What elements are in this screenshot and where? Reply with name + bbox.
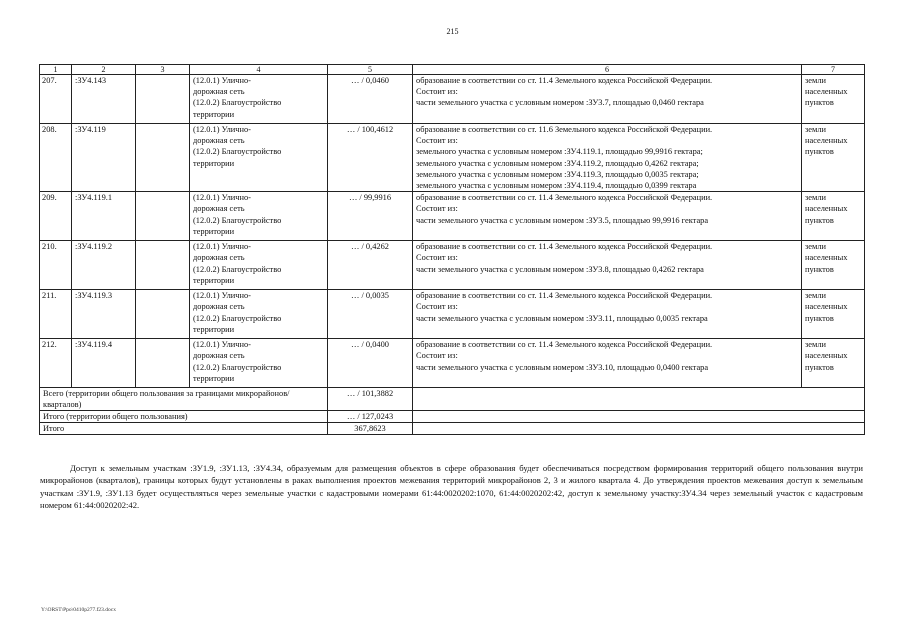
- land-category-cell: [802, 75, 865, 124]
- permitted-use-line: (12.0.1) Улично-: [193, 125, 251, 134]
- permitted-use-line: (12.0.2) Благоустройство: [193, 147, 282, 157]
- permitted-use-line: (12.0.2) Благоустройство: [193, 362, 282, 372]
- permitted-use-line: (12.0.1) Улично-: [193, 340, 251, 350]
- formation-method-cell: [413, 75, 802, 124]
- formation-method-line: образование в соответствии со ст. 11.6 Земельного кодекса Российской Федерации.: [416, 125, 713, 134]
- totals-label: Итого (территории общего пользования): [40, 411, 328, 423]
- land-category-line: земли: [805, 340, 826, 350]
- permitted-use-cell: [190, 192, 328, 241]
- permitted-use-line: дорожная сеть: [193, 302, 245, 312]
- table-row: [40, 241, 865, 290]
- formation-method-line: части земельного участка с условным номером :ЗУ3.8, площадью 0,4262 гектара: [416, 264, 704, 274]
- formation-method-line: образование в соответствии со ст. 11.4 Земельного кодекса Российской Федерации.: [416, 291, 713, 301]
- column-number: 5: [328, 65, 413, 75]
- land-category-line: населенных: [805, 253, 848, 263]
- land-category-line: пунктов: [805, 362, 834, 372]
- permitted-use-cell: [190, 124, 328, 192]
- row-number-cell: 212.: [40, 339, 72, 388]
- land-category-line: земли: [805, 291, 826, 301]
- permitted-use-cell: [190, 75, 328, 124]
- row-number-cell: 211.: [40, 290, 72, 339]
- column-number: 7: [802, 65, 865, 75]
- totals-label: Итого: [40, 423, 328, 435]
- table-row: [40, 75, 865, 124]
- column-3-cell: [136, 75, 190, 124]
- permitted-use-line: территории: [193, 158, 235, 168]
- column-3-cell: [136, 192, 190, 241]
- land-category-line: населенных: [805, 204, 848, 214]
- formation-method-line: части земельного участка с условным номером :ЗУ3.7, площадью 0,0460 гектара: [416, 98, 704, 108]
- plot-id-cell: :ЗУ4.119.3: [72, 290, 136, 339]
- column-3-cell: [136, 124, 190, 192]
- table-row: [40, 124, 865, 192]
- area-cell: … / 0,0035: [328, 290, 413, 339]
- permitted-use-line: территории: [193, 226, 235, 236]
- formation-method-line: земельного участка с условным номером :ЗУ4.119.3, площадью 0,0035 гектара;: [416, 169, 699, 179]
- row-number-cell: 208.: [40, 124, 72, 192]
- formation-method-line: образование в соответствии со ст. 11.4 Земельного кодекса Российской Федерации.: [416, 193, 713, 203]
- formation-method-line: Состоит из:: [416, 351, 458, 361]
- formation-method-line: земельного участка с условным номером :ЗУ4.119.2, площадью 0,4262 гектара;: [416, 158, 699, 168]
- row-number-cell: 207.: [40, 75, 72, 124]
- formation-method-cell: [413, 192, 802, 241]
- permitted-use-line: (12.0.2) Благоустройство: [193, 313, 282, 323]
- permitted-use-line: (12.0.2) Благоустройство: [193, 264, 282, 274]
- land-category-line: земли: [805, 125, 826, 134]
- permitted-use-line: территории: [193, 109, 235, 119]
- column-3-cell: [136, 290, 190, 339]
- permitted-use-line: дорожная сеть: [193, 87, 245, 97]
- land-category-line: пунктов: [805, 313, 834, 323]
- plot-id-cell: :ЗУ4.143: [72, 75, 136, 124]
- land-category-cell: [802, 192, 865, 241]
- totals-value: … / 101,3882: [328, 388, 413, 411]
- land-category-line: земли: [805, 193, 826, 203]
- totals-row: [40, 388, 865, 411]
- permitted-use-line: (12.0.2) Благоустройство: [193, 215, 282, 225]
- formation-method-line: части земельного участка с условным номером :ЗУ3.11, площадью 0,0035 гектара: [416, 313, 708, 323]
- formation-method-line: части земельного участка с условным номером :ЗУ3.5, площадью 99,9916 гектара: [416, 215, 709, 225]
- land-category-cell: [802, 290, 865, 339]
- totals-row: [40, 411, 865, 423]
- page-number: 215: [446, 27, 459, 36]
- permitted-use-line: (12.0.1) Улично-: [193, 291, 251, 301]
- permitted-use-line: дорожная сеть: [193, 136, 245, 146]
- permitted-use-line: дорожная сеть: [193, 351, 245, 361]
- formation-method-cell: [413, 339, 802, 388]
- permitted-use-line: дорожная сеть: [193, 253, 245, 263]
- land-category-cell: [802, 241, 865, 290]
- land-plot-table: [39, 64, 865, 435]
- formation-method-cell: [413, 290, 802, 339]
- land-category-line: земли: [805, 76, 826, 85]
- totals-blank: [413, 423, 865, 435]
- permitted-use-line: (12.0.1) Улично-: [193, 193, 251, 203]
- land-category-cell: [802, 124, 865, 192]
- row-number-cell: 210.: [40, 241, 72, 290]
- totals-blank: [413, 411, 865, 423]
- formation-method-line: Состоит из:: [416, 204, 458, 214]
- formation-method-line: Состоит из:: [416, 87, 458, 97]
- land-category-cell: [802, 339, 865, 388]
- table-row: [40, 339, 865, 388]
- column-number: 3: [136, 65, 190, 75]
- column-number: 2: [72, 65, 136, 75]
- land-category-line: земли: [805, 242, 826, 252]
- formation-method-line: земельного участка с условным номером :ЗУ4.119.1, площадью 99,9916 гектара;: [416, 147, 703, 157]
- formation-method-line: части земельного участка с условным номером :ЗУ3.10, площадью 0,0400 гектара: [416, 362, 709, 372]
- area-cell: … / 100,4612: [328, 124, 413, 192]
- formation-method-line: образование в соответствии со ст. 11.4 Земельного кодекса Российской Федерации.: [416, 76, 713, 85]
- table-row: [40, 290, 865, 339]
- land-category-line: населенных: [805, 136, 848, 146]
- formation-method-line: Состоит из:: [416, 136, 458, 146]
- formation-method-cell: [413, 124, 802, 192]
- row-number-cell: 209.: [40, 192, 72, 241]
- plot-id-cell: :ЗУ4.119.1: [72, 192, 136, 241]
- table-row: [40, 192, 865, 241]
- plot-id-cell: :ЗУ4.119.2: [72, 241, 136, 290]
- area-cell: … / 0,0400: [328, 339, 413, 388]
- formation-method-line: Состоит из:: [416, 302, 458, 312]
- area-cell: … / 0,4262: [328, 241, 413, 290]
- permitted-use-line: территории: [193, 324, 235, 334]
- permitted-use-line: (12.0.2) Благоустройство: [193, 98, 282, 108]
- land-category-line: пунктов: [805, 98, 834, 108]
- permitted-use-line: территории: [193, 373, 235, 383]
- totals-value: 367,8623: [328, 423, 413, 435]
- land-category-line: пунктов: [805, 147, 834, 157]
- permitted-use-cell: [190, 290, 328, 339]
- formation-method-line: Состоит из:: [416, 253, 458, 263]
- permitted-use-line: дорожная сеть: [193, 204, 245, 214]
- totals-row: [40, 423, 865, 435]
- land-category-line: населенных: [805, 351, 848, 361]
- area-cell: … / 99,9916: [328, 192, 413, 241]
- land-category-line: пунктов: [805, 264, 834, 274]
- plot-id-cell: :ЗУ4.119: [72, 124, 136, 192]
- land-category-line: пунктов: [805, 215, 834, 225]
- totals-value: … / 127,0243: [328, 411, 413, 423]
- formation-method-line: образование в соответствии со ст. 11.4 Земельного кодекса Российской Федерации.: [416, 340, 713, 350]
- permitted-use-cell: [190, 241, 328, 290]
- permitted-use-cell: [190, 339, 328, 388]
- permitted-use-line: (12.0.1) Улично-: [193, 76, 251, 85]
- file-path-footer: Y:\ORST\Ppo\0410p277.f23.docx: [41, 607, 116, 613]
- area-cell: … / 0,0460: [328, 75, 413, 124]
- formation-method-line: земельного участка с условным номером :ЗУ4.119.4, площадью 0,0399 гектара: [416, 181, 697, 191]
- plot-id-cell: :ЗУ4.119.4: [72, 339, 136, 388]
- column-number: 4: [190, 65, 328, 75]
- column-3-cell: [136, 241, 190, 290]
- column-number: 6: [413, 65, 802, 75]
- land-category-line: населенных: [805, 302, 848, 312]
- column-number: 1: [40, 65, 72, 75]
- formation-method-cell: [413, 241, 802, 290]
- column-number-row: [40, 65, 865, 75]
- access-note-paragraph: Доступ к земельным участкам :ЗУ1.9, :ЗУ1.13, :ЗУ4.34, образуемым для размещения объектов в сфере образования будет обеспечиваться посредством формирования территорий общего пользования внутри микрорайонов (кварталов), границы которых будут установлены в раках выполнения проектов межевания территорий микрорайонов 2, 3 и жилого квартала 4. До утверждения проектов межевания доступ к земельным участкам :ЗУ1.9, :ЗУ1.13 будет осуществляться через земельные участки с кадастровыми номерами 61:44:0020202:1070, 61:44:0020202:42, доступ к земельному участку:ЗУ4.34 через земельный участок с кадастровым номером 61:44:0020202:42.: [40, 463, 863, 511]
- land-category-line: населенных: [805, 87, 848, 97]
- totals-label: Всего (территории общего пользования за границами микрорайонов/кварталов): [40, 388, 328, 411]
- column-3-cell: [136, 339, 190, 388]
- totals-blank: [413, 388, 865, 411]
- permitted-use-line: (12.0.1) Улично-: [193, 242, 251, 252]
- permitted-use-line: территории: [193, 275, 235, 285]
- formation-method-line: образование в соответствии со ст. 11.4 Земельного кодекса Российской Федерации.: [416, 242, 713, 252]
